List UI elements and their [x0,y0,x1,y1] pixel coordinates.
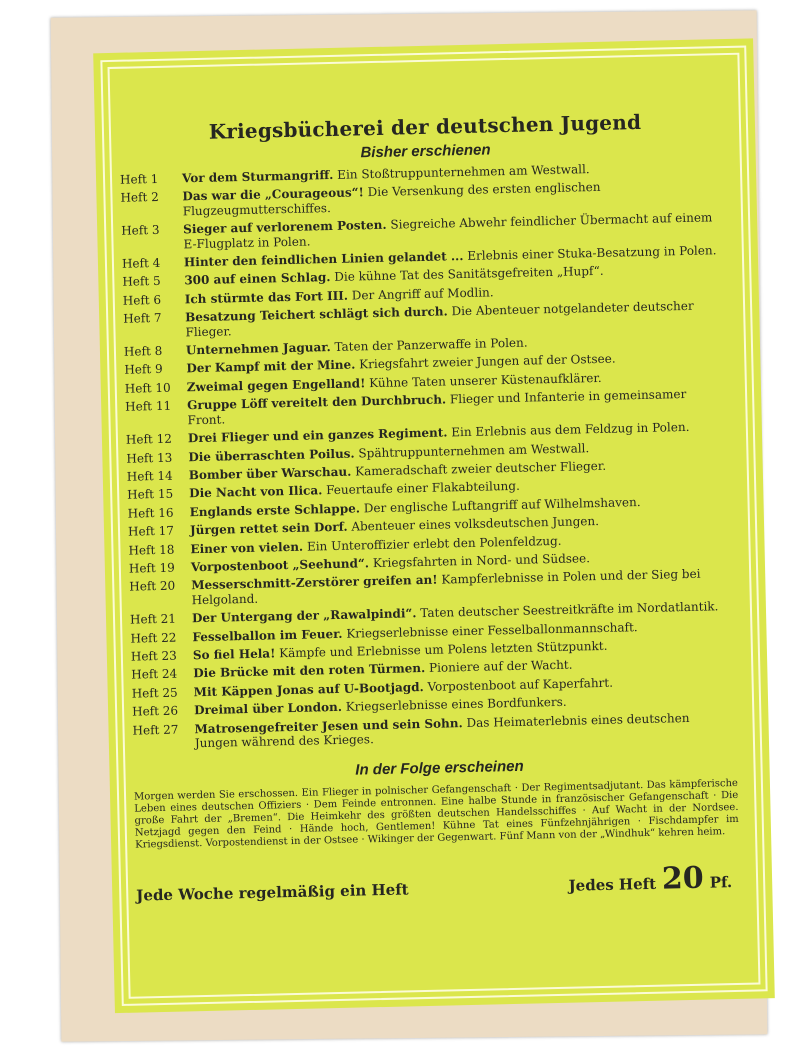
panel-content [118,63,751,989]
series-title: Kriegsbücherei der deutschen Jugend [208,109,642,144]
issue-description: Spähtruppunternehmen am Westwall. [358,440,590,460]
issue-description: Kämpfe und Erlebnisse um Polens letzten Stützpunkt. [279,638,608,661]
issue-title: Mit Käppen Jonas auf U-Bootjagd. [193,679,424,700]
issue-title: Der Kampf mit der Mine. [186,357,356,376]
issue-description: Taten der Panzerwaffe in Polen. [334,335,528,355]
published-heading: Bisher erschienen [360,141,491,162]
issue-number: Heft 8 [123,343,163,359]
booklet-back-cover [51,10,768,1041]
issue-title: So fiel Hela! [192,646,276,663]
issue-number: Heft 27 [132,722,179,738]
issue-description: Feuertaufe einer Flakabteilung. [325,479,520,498]
issue-title: Zweimal gegen Engelland! [186,376,366,395]
price-block [568,860,732,899]
issue-title: Jürgen rettet sein Dorf. [189,519,348,538]
issue-title: Ich stürmte das Fort III. [184,288,349,307]
issue-title: Drei Flieger und ein ganzes Regiment. [187,425,448,446]
issue-number: Heft 12 [125,431,173,447]
issue-number: Heft 5 [122,274,161,290]
issue-description: Flieger und Infanterie in gemeinsamer Front. [187,387,687,427]
forthcoming-list: Morgen werden Sie erschossen. Ein Flieger in polnischer Gefangenschaft · Der Regimentsadjutant. Das kämpferische Leben eines deutschen Offiziers · Dem Feinde entronnen. Eine halbe Stunde in französischer Gefangenschaft · Die große Fahrt der „Bremen“. Die Heimkehr des größten deutschen Handelsschiffes · Auf Wacht in der Nordsee. Netzjagd gegen den Feind · Hände hoch, Gentlemen! Kühne Tat eines Fünfzehnjährigen · Fischdampfer im Kriegsdienst. Vorpostendienst in der Ostsee · Wikinger der Gegenwart. Fünf Mann von der „Windhuk“ kehren heim. [133,778,739,852]
issue-number: Heft 19 [128,560,175,576]
issue-description: Kriegsfahrten in Nord- und Südsee. [372,551,591,571]
issue-number: Heft 22 [130,630,177,646]
issue-title: Unternehmen Jaguar. [185,340,331,358]
issue-title: 300 auf einen Schlag. [184,270,331,288]
issue-number: Heft 17 [127,523,175,539]
issue-number: Heft 3 [121,223,160,238]
issue-title: Der Untergang der „Rawalpindi“. [191,606,417,626]
issue-number: Heft 14 [126,468,173,484]
issue-number: Heft 1 [119,171,159,187]
issue-description: Ein Erlebnis aus dem Feldzug in Polen. [451,420,690,440]
issue-number: Heft 13 [126,450,173,466]
issue-title: Gruppe Löff vereitelt den Durchbruch. [187,392,447,413]
issue-list [120,159,745,752]
issue-title: Matrosengefreiter Jesen und sein Sohn. [194,715,463,736]
issue-title: Besatzung Teichert schlägt sich durch. [185,304,448,325]
yellow-panel [93,38,775,1013]
issue-title: Die überraschten Poilus. [188,446,355,464]
price-value: 20 [661,861,705,898]
issue-description: Vorpostenboot auf Kaperfahrt. [427,675,614,694]
issue-description: Ein Stoßtruppunternehmen am Westwall. [337,162,590,182]
issue-description: Ein Unteroffizier erlebt den Polenfeldzug. [306,533,562,554]
issue-number: Heft 23 [130,648,177,664]
issue-title: Bomber über Warschau. [188,464,352,483]
issue-description: Das Heimaterlebnis eines deutschen Jungen während des Krieges. [194,710,690,751]
issue-number: Heft 16 [127,505,174,521]
issue-number: Heft 21 [129,611,177,627]
issue-title: Sieger auf verlorenem Posten. [183,217,387,237]
issue-number: Heft 25 [131,685,178,701]
issue-description: Die kühne Tat des Sanitätsgefreiten „Hupf“. [334,264,604,285]
forthcoming-heading: In der Folge erscheinen [355,758,524,779]
issue-number: Heft 9 [124,362,163,378]
issue-number: Heft 15 [127,486,174,503]
issue-title: Hinter den feindlichen Linien gelandet ... [183,249,464,270]
issue-number: Heft 24 [131,666,178,683]
issue-number: Heft 7 [123,311,162,326]
issue-number: Heft 18 [128,542,175,558]
issue-title: Fesselballon im Feuer. [192,626,343,644]
issue-description: Die Abenteuer notgelandeter deutscher Flieger. [185,299,694,339]
issue-description: Kühne Taten unserer Küstenaufklärer. [369,370,602,391]
issue-title: Vor dem Sturmangriff. [181,167,334,186]
issue-title: Die Nacht von Ilica. [189,483,323,501]
issue-description: Kampferlebnisse in Polen und der Sieg bei Helgoland. [191,567,701,608]
weekly-notice: Jede Woche regelmäßig ein Heft [136,880,409,905]
issue-title: Einer von vielen. [190,539,304,556]
price-unit: Pf. [709,873,733,892]
issue-number: Heft 11 [125,398,172,414]
issue-number: Heft 26 [131,703,179,719]
issue-description: Die Versenkung des ersten englischen Flugzeugmutterschiffes. [182,180,601,219]
issue-number: Heft 6 [122,292,162,308]
issue-description: Der englische Luftangriff auf Wilhelmshaven. [363,494,641,516]
price-label: Jedes Heft [568,875,657,896]
issue-description: Taten deutscher Seestreitkräfte im Nordatlantik. [420,599,719,621]
issue-title: Das war die „Courageous“! [182,185,365,204]
issue-description: Kriegsfahrt zweier Jungen auf der Ostsee. [359,352,616,372]
issue-title: Die Brücke mit den roten Türmen. [193,661,426,681]
issue-number: Heft 20 [129,578,176,595]
issue-number: Heft 10 [124,380,171,396]
issue-title: Messerschmitt-Zerstörer greifen an! [191,573,438,593]
issue-description: Der Angriff auf Modlin. [351,285,494,303]
issue-description: Kriegserlebnisse einer Fesselballonmannschaft. [346,619,638,641]
issue-title: Dreimal über London. [193,700,343,718]
issue-number: Heft 4 [121,255,161,271]
issue-title: Vorpostenboot „Seehund“. [190,556,370,575]
issue-description: Pioniere auf der Wacht. [428,658,573,676]
issue-number: Heft 2 [120,190,159,206]
issue-description: Abenteuer eines volksdeutschen Jungen. [351,514,600,534]
issue-description: Kameradschaft zweier deutscher Flieger. [355,458,607,479]
issue-description: Kriegserlebnisse eines Bordfunkers. [345,694,567,714]
issue-description: Erlebnis einer Stuka-Besatzung in Polen. [467,243,717,263]
issue-description: Siegreiche Abwehr feindlicher Übermacht auf einem E-Flugplatz in Polen. [183,210,713,251]
footer [136,860,749,909]
issue-title: Englands erste Schlappe. [189,501,361,519]
